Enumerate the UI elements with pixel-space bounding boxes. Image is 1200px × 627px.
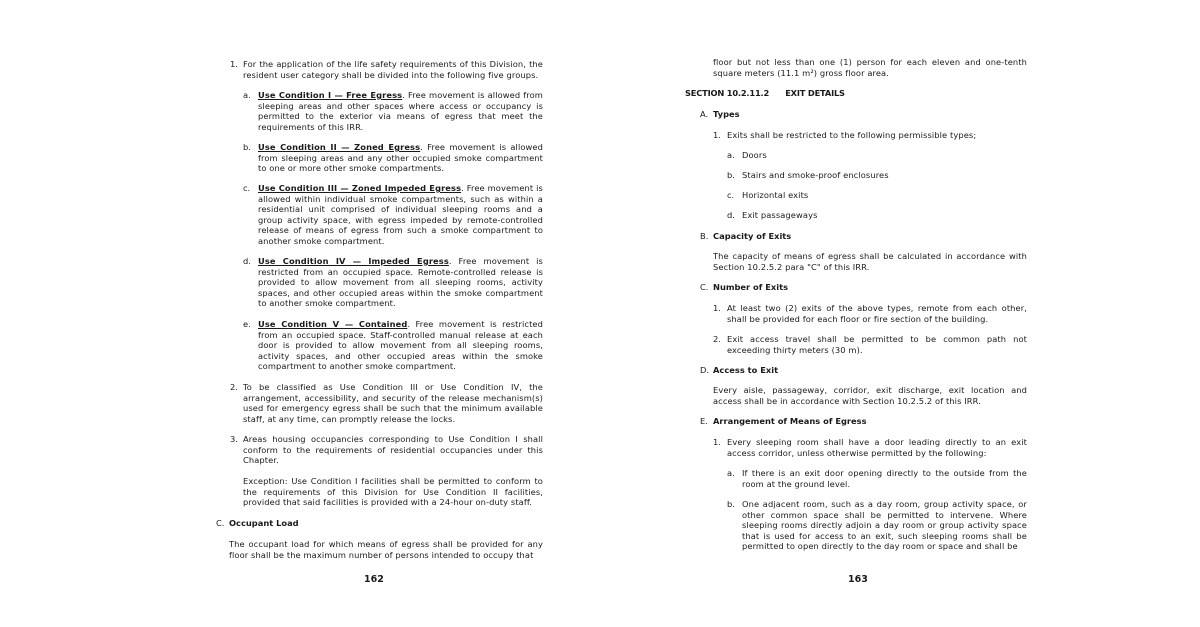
continuation-text: floor but not less than one (1) person for each eleven and one-tenth square meters (11.1 m²) gross floor area.: [713, 57, 1027, 78]
use-condition-iv-lead: Use Condition IV — Impeded Egress: [258, 256, 449, 266]
type-passageways: Exit passageways: [742, 210, 818, 220]
access-title: Access to Exit: [713, 365, 779, 375]
use-condition-ii-text: . Free movement is allowed from sleeping areas and any other occupied smoke compartment to one or more other smoke compartments.: [258, 142, 543, 174]
section-c-title: Occupant Load: [229, 518, 299, 528]
types-intro: Exits shall be restricted to the following permissible types;: [727, 130, 977, 140]
number-item-2: Exit access travel shall be permitted to be common path not exceeding thirty meters (30 m).: [727, 334, 1027, 355]
use-condition-i-text: . Free movement is allowed from sleeping areas and other spaces where access or occupancy is permitted to the exterior via means of egress that meet the requirements of this IRR.: [258, 90, 543, 132]
use-condition-iv: [258, 256, 543, 309]
sub-letter: b.: [243, 142, 251, 152]
use-condition-ii-lead: Use Condition II — Zoned Egress: [258, 142, 421, 152]
type-horizontal: Horizontal exits: [742, 190, 809, 200]
item-number: 2.: [713, 334, 721, 344]
use-condition-v-text: . Free movement is restricted from an occupied space. Staff-controlled manual release at each door is provided to allow movement from all sleeping rooms, activity spaces, and other occupied areas within the smoke compartment to another smoke compartment.: [258, 319, 543, 372]
occupant-load-text: The occupant load for which means of egress shall be provided for any floor shall be the maximum number of persons intended to occupy that: [229, 539, 543, 560]
use-condition-iii: [258, 183, 543, 247]
use-condition-iii-text: . Free movement is allowed within individual smoke compartments, such as within a residential unit comprised of individual sleeping rooms and a group activity space, with egress impeded by remote-controlled release of means of egress from such a smoke compartment to another smoke compartment.: [258, 183, 543, 246]
sub-letter: b.: [727, 499, 735, 509]
arrangement-sub-b: One adjacent room, such as a day room, group activity space, or other common space shall be permitted to intervene. Where sleeping rooms directly adjoin a day room or group activity space that is used for access to an exit, such sleeping rooms shall be permitted to open directly to the day room or space and shall be: [742, 499, 1027, 552]
item-2-text: To be classified as Use Condition III or Use Condition IV, the arrangement, accessibility, and security of the release mechanism(s) used for emergency egress shall be such that the minimum available staff, at any time, can promptly release the locks.: [243, 382, 543, 424]
use-condition-v-lead: Use Condition V — Contained: [258, 319, 408, 329]
item-1-text: For the application of the life safety requirements of this Division, the resident user category shall be divided into the following five groups.: [243, 59, 543, 80]
use-condition-v: [258, 319, 543, 372]
item-number: 1.: [713, 130, 721, 140]
types-title: Types: [713, 109, 740, 119]
type-stairs: Stairs and smoke-proof enclosures: [742, 170, 889, 180]
use-condition-iv-text: . Free movement is restricted from an occupied space. Remote-controlled release is provided to allow movement from all sleeping rooms, activity spaces, and other occupied areas within the smoke compartment to another smoke compartment.: [258, 256, 543, 309]
sub-letter: d.: [243, 256, 251, 266]
right-page: [600, 0, 1200, 627]
type-letter: b.: [727, 170, 735, 180]
use-condition-ii: [258, 142, 543, 174]
section-letter: B.: [700, 231, 709, 241]
type-letter: d.: [727, 210, 735, 220]
item-number: 3.: [230, 434, 238, 444]
exception-text: Exception: Use Condition I facilities shall be permitted to conform to the requirements of this Division for Use Condition II facilities, provided that said facilities is provided with a 24-hour on-duty staff.: [243, 476, 543, 508]
section-letter: C.: [216, 518, 225, 528]
capacity-title: Capacity of Exits: [713, 231, 792, 241]
access-text: Every aisle, passageway, corridor, exit discharge, exit location and access shall be in accordance with Section 10.2.5.2 of this IRR.: [713, 385, 1027, 406]
type-letter: a.: [727, 150, 735, 160]
page-number: 163: [848, 574, 868, 585]
arrangement-title: Arrangement of Means of Egress: [713, 416, 867, 426]
arrangement-sub-a: If there is an exit door opening directly to the outside from the room at the ground level.: [742, 468, 1027, 489]
section-letter: A.: [700, 109, 709, 119]
section-letter: E.: [700, 416, 708, 426]
page-number: 162: [364, 574, 384, 585]
use-condition-i-lead: Use Condition I — Free Egress: [258, 90, 403, 100]
use-condition-i: [258, 90, 543, 132]
number-item-1: At least two (2) exits of the above types, remote from each other, shall be provided for each floor or fire section of the building.: [727, 303, 1027, 324]
sub-letter: a.: [727, 468, 735, 478]
item-3-text: Areas housing occupancies corresponding to Use Condition I shall conform to the requirements of residential occupancies under this Chapter.: [243, 434, 543, 466]
sub-letter: e.: [243, 319, 251, 329]
item-number: 1.: [230, 59, 238, 69]
sub-letter: c.: [243, 183, 251, 193]
sub-letter: a.: [243, 90, 251, 100]
capacity-text: The capacity of means of egress shall be calculated in accordance with Section 10.2.5.2 para "C" of this IRR.: [713, 251, 1027, 272]
type-doors: Doors: [742, 150, 767, 160]
item-number: 1.: [713, 303, 721, 313]
item-number: 2.: [230, 382, 238, 392]
use-condition-iii-lead: Use Condition III — Zoned Impeded Egress: [258, 183, 462, 193]
section-heading: SECTION 10.2.11.2 EXIT DETAILS: [685, 88, 845, 98]
section-letter: D.: [700, 365, 710, 375]
arrangement-item-1: Every sleeping room shall have a door leading directly to an exit access corridor, unless otherwise permitted by the following:: [727, 437, 1027, 458]
item-number: 1.: [713, 437, 721, 447]
number-title: Number of Exits: [713, 282, 789, 292]
section-letter: C.: [700, 282, 709, 292]
type-letter: c.: [727, 190, 735, 200]
section-c-letter: [216, 518, 224, 529]
